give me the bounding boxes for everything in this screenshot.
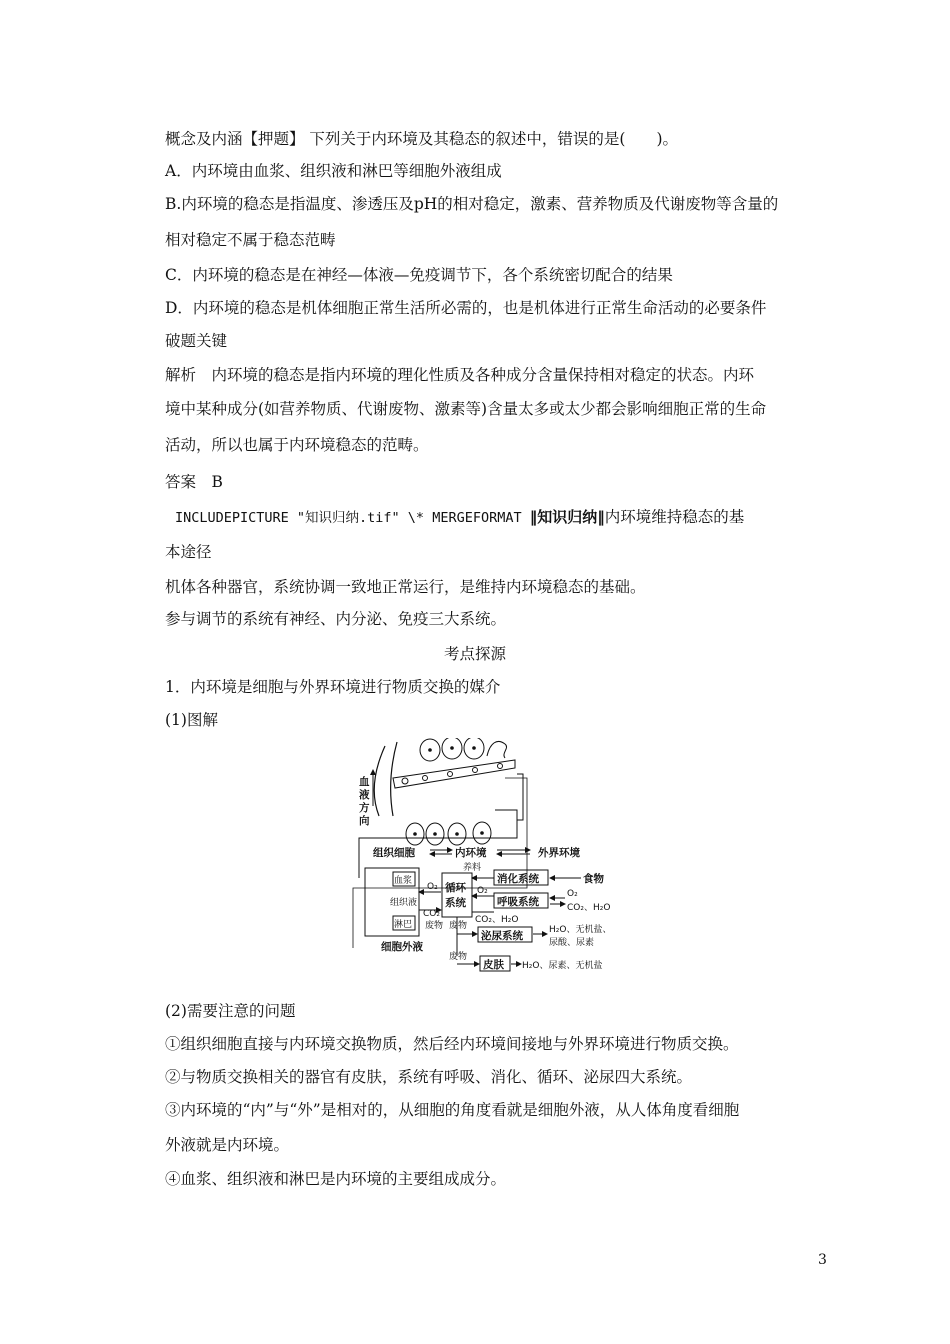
blood-dir-3: 方 [359,802,370,814]
option-c: C．内环境的稳态是在神经—体液—免疫调节下，各个系统密切配合的结果 [165,266,673,284]
nutrients-label: 养料 [463,863,482,873]
note-4: ④血浆、组织液和淋巴是内环境的主要组成成分。 [165,1170,507,1188]
respiratory-system: 呼吸系统 [497,896,539,908]
resp-o2-in: O₂ [567,889,578,899]
external-env-label: 外界环境 [538,847,580,859]
question-stem: 概念及内涵【押题】 下列关于内环境及其稳态的叙述中，错误的是( )。 [165,130,679,148]
o2-label: O₂ [427,882,438,892]
resp-out: CO₂、H₂O [567,903,611,913]
answer: 答案 B [165,473,223,491]
co2-label: CO₂ [423,909,440,919]
skin-out: H₂O、尿素、无机盐 [522,961,603,971]
internal-environment-diagram [345,738,625,976]
knowledge-badge: ‖知识归纳‖ [529,508,605,526]
tissue-cell-label: 组织细胞 [373,847,415,859]
urinary-out-2: 尿酸、尿素 [549,938,595,948]
point1-heading: 1．内环境是细胞与外界环境进行物质交换的媒介 [165,678,501,696]
option-d: D．内环境的稳态是机体细胞正常生活所必需的，也是机体进行正常生命活动的必要条件 [165,299,767,317]
page-number: 3 [818,1252,827,1268]
urinary-out-1: H₂O、无机盐、 [549,925,612,935]
point1-sub2: (2)需要注意的问题 [165,1002,296,1020]
blood-cells [402,764,503,785]
waste-skin: 废物 [449,952,468,962]
internal-env-label: 内环境 [455,847,487,859]
key-heading: 破题关键 [165,332,228,350]
option-b-line2: 相对稳定不属于稳态范畴 [165,231,336,249]
circulation-1: 循环 [445,882,466,894]
tissue-cells-bottom [406,822,491,845]
note-1: ①组织细胞直接与内环境交换物质，然后经内环境间接地与外界环境进行物质交换。 [165,1035,739,1053]
tissue-cells-top [420,738,507,761]
point1-sub1: (1)图解 [165,711,218,729]
co2-h2o-label: CO₂、H₂O [475,915,519,925]
o2-resp-label: O₂ [477,886,488,896]
waste-urinary: 废物 [449,921,468,931]
blood-dir-4: 向 [359,815,370,827]
knowledge-p1: 机体各种器官，系统协调一致地正常运行，是维持内环境稳态的基础。 [165,578,646,596]
knowledge-p2: 参与调节的系统有神经、内分泌、免疫三大系统。 [165,610,507,628]
analysis-line2: 境中某种成分(如营养物质、代谢废物、激素等)含量太多或太少都会影响细胞正常的生命 [165,400,767,418]
urinary-system: 泌尿系统 [481,930,523,942]
blood-dir-1: 血 [359,776,370,788]
knowledge-title [175,506,744,529]
analysis-line3: 活动，所以也属于内环境稳态的范畴。 [165,436,429,454]
note-3a: ③内环境的“内”与“外”是相对的，从细胞的角度看就是细胞外液，从人体角度看细胞 [165,1101,740,1119]
option-a: A．内环境由血浆、组织液和淋巴等细胞外液组成 [165,162,502,180]
lymph-label: 淋巴 [394,920,413,930]
circulation-2: 系统 [445,897,466,909]
section-title: 考点探源 [443,645,506,663]
plasma-label: 血浆 [394,876,413,886]
note-2: ②与物质交换相关的器官有皮肤，系统有呼吸、消化、循环、泌尿四大系统。 [165,1068,693,1086]
blood-dir-2: 液 [359,789,370,801]
food-label: 食物 [583,873,604,885]
skin-label: 皮肤 [483,959,504,971]
option-b-line1: B.内环境的稳态是指温度、渗透压及pH的相对稳定，激素、营养物质及代谢废物等含量的 [165,195,779,213]
digestive-system: 消化系统 [497,873,539,885]
ecf-label: 细胞外液 [381,941,423,953]
note-3b: 外液就是内环境。 [165,1136,290,1154]
waste-label: 废物 [425,921,444,931]
knowledge-title-cont: 本途径 [165,543,212,561]
analysis-line1: 解析 内环境的稳态是指内环境的理化性质及各种成分含量保持相对稳定的状态。内环 [165,366,755,384]
include-field: INCLUDEPICTURE "知识归纳.tif" \* MERGEFORMAT [175,510,530,526]
tissue-fluid-label: 组织液 [390,898,418,908]
knowledge-title-text: 内环境维持稳态的基 [604,508,745,526]
